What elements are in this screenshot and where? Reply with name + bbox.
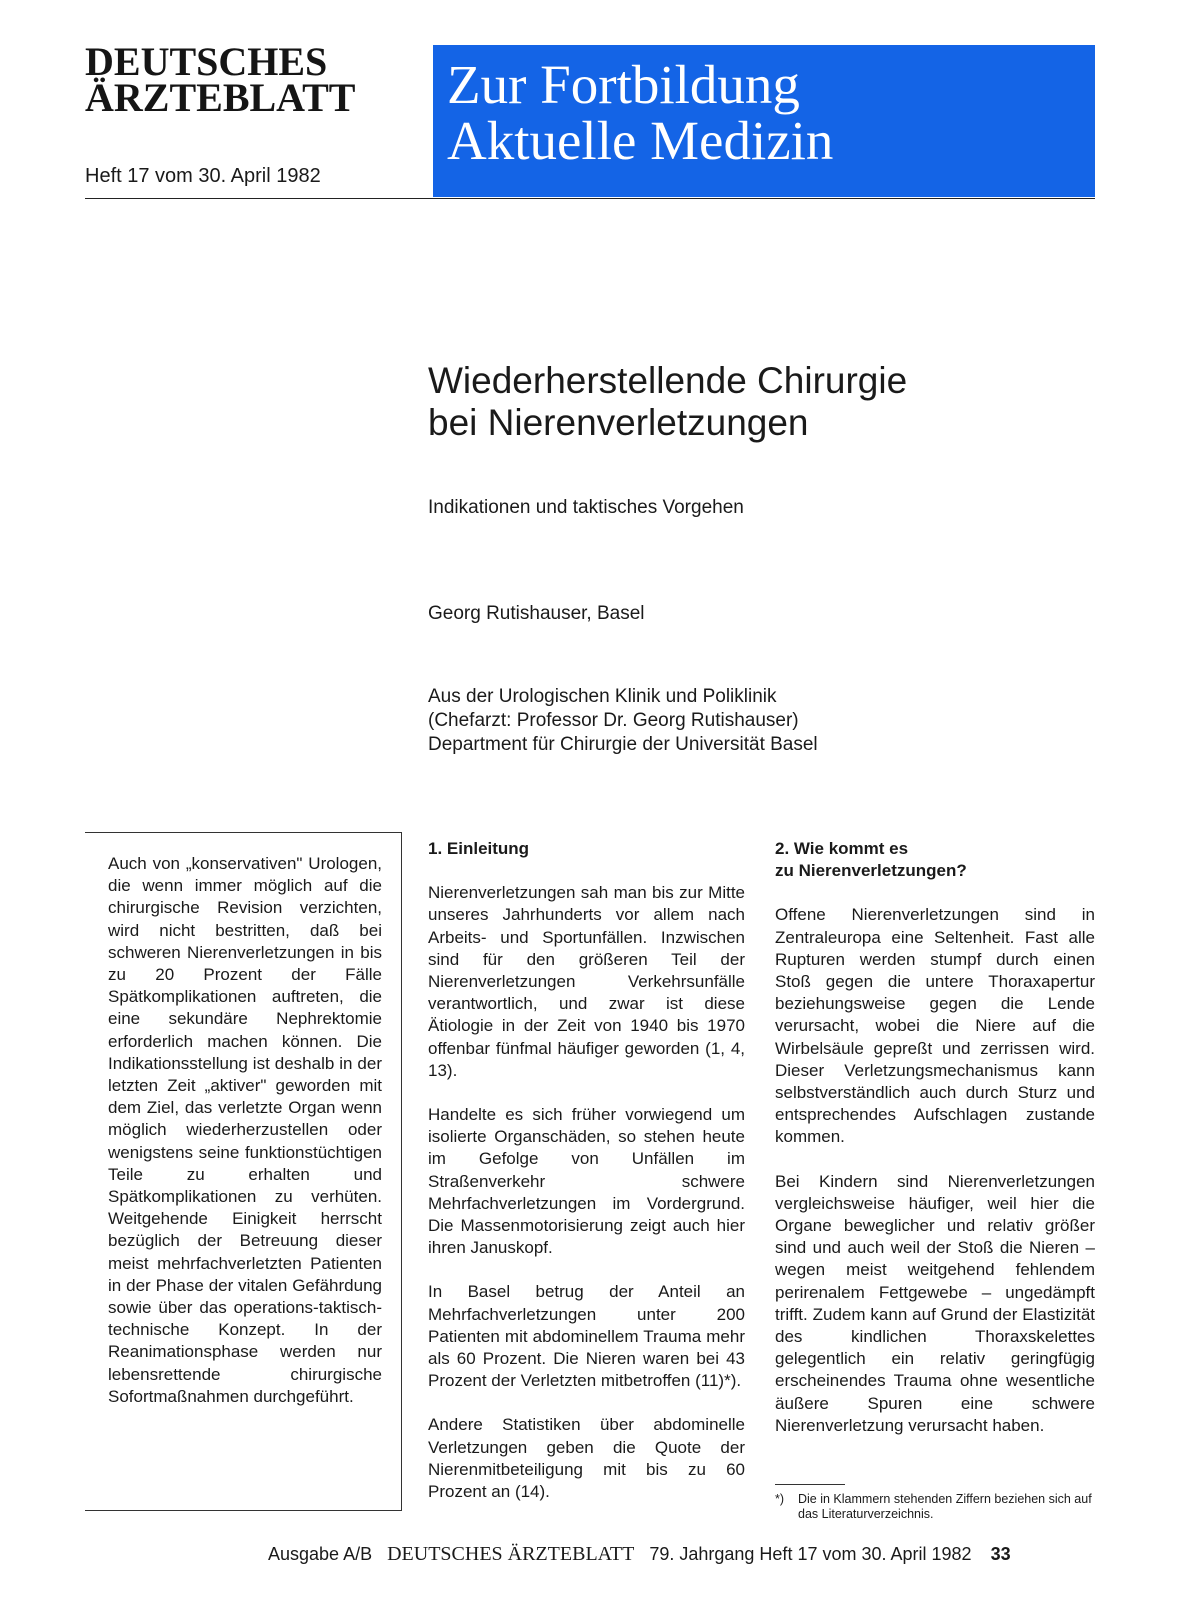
- paragraph: Bei Kindern sind Nierenverletzungen vergleichsweise häufiger, weil hier die Organe beweglicher und relativ größer sind und auch weil der Stoß die Nieren – wegen meist weitgehend fehlendem perirenalem Fettgewebe – ungedämpft trifft. Zudem kann auf Grund der Elastizität des kindlichen Thoraxskelettes gelegentlich ein relativ geringfügig erscheinendes Trauma ohne wesentliche äußere Spuren eine schwere Nierenverletzung verursacht haben.: [775, 1171, 1095, 1435]
- heading-line-2: zu Nierenverletzungen?: [775, 861, 967, 881]
- article-author: Georg Rutishauser, Basel: [428, 603, 645, 624]
- page-footer: [268, 1543, 1095, 1566]
- paragraph: Nierenverletzungen sah man bis zur Mitte unseres Jahrhunderts vor allem nach Arbeits- und Sportunfällen. Inzwischen sind für den größeren Teil der Nierenverletzungen Verkehrsunfälle verantwortlich, und zwar ist diese Ätiologie in der Zeit von 1940 bis 1970 offenbar fünfmal häufiger geworden (1, 4, 13).: [428, 883, 745, 1080]
- banner-line-1: Zur Fortbildung: [447, 54, 800, 115]
- page-number: 33: [990, 1544, 1011, 1564]
- author-affiliation: [428, 685, 818, 757]
- footer-journal: DEUTSCHES ÄRZTEBLATT: [387, 1543, 635, 1565]
- footer-info: 79. Jahrgang Heft 17 vom 30. April 1982: [649, 1544, 972, 1564]
- section-banner: [433, 45, 1095, 197]
- section-heading: 1. Einleitung: [428, 839, 530, 858]
- paragraph: Handelte es sich früher vorwiegend um isolierte Organschäden, so stehen heute im Gefolge von Unfällen im Straßenverkehr schwere Mehrfachverletzungen im Vordergrund. Die Massenmotorisierung zeigt auch hier ihren Januskopf.: [428, 1105, 745, 1258]
- column-causes: [775, 838, 1095, 1437]
- paragraph: Offene Nierenverletzungen sind in Zentraleuropa eine Seltenheit. Fast alle Rupturen werden stumpf durch einen Stoß gegen die untere Thoraxapertur beziehungsweise gegen die Lende verursacht, wobei die Niere auf die Wirbelsäule gepreßt und zerrissen wird. Dieser Verletzungsmechanismus kann selbstverständlich auch durch Sturz und entsprechendes Aufschlagen zustande kommen.: [775, 905, 1095, 1147]
- banner-line-2: Aktuelle Medizin: [447, 110, 834, 171]
- paragraph: In Basel betrug der Anteil an Mehrfachverletzungen unter 200 Patienten mit abdominellem Trauma mehr als 60 Prozent. Die Nieren waren bei 43 Prozent der Verletzten mitbetroffen (11)*).: [428, 1282, 745, 1391]
- section-heading: [775, 838, 1095, 882]
- title-line-2: bei Nierenverletzungen: [428, 402, 809, 443]
- abstract-text: Auch von „konservativen" Urologen, die wenn immer möglich auf die chirurgische Revision verzichten, wird nicht bestritten, daß bei schweren Nierenverletzungen in bis zu 20 Prozent der Fälle Spätkomplikationen auftreten, die eine sekundäre Nephrektomie erforderlich machen können. Die Indikationsstellung ist deshalb in der letzten Zeit „aktiver" geworden mit dem Ziel, das verletzte Organ wenn möglich wiederherzustellen oder wenigstens seine funktionstüchtigen Teile zu erhalten und Spätkomplikationen zu verhüten. Weitgehende Einigkeit herrscht bezüglich der Betreuung dieser meist mehrfachverletzten Patienten in der Phase der vitalen Gefährdung sowie über das operations-taktisch-technische Konzept. In der Reanimationsphase werden nur lebensrettende chirurgische Sofortmaßnahmen durchgeführt.: [108, 854, 382, 1406]
- paragraph: Andere Statistiken über abdominelle Verletzungen geben die Quote der Nierenmitbeteiligung mit bis zu 60 Prozent an (14).: [428, 1415, 745, 1502]
- footnote-mark: *): [775, 1492, 785, 1506]
- footnote: [775, 1492, 1093, 1522]
- issue-date: Heft 17 vom 30. April 1982: [85, 165, 321, 187]
- footer-edition: Ausgabe A/B: [268, 1544, 373, 1564]
- masthead-logo: [85, 39, 405, 120]
- affiliation-line: Department für Chirurgie der Universität Basel: [428, 734, 818, 755]
- affiliation-line: Aus der Urologischen Klinik und Poliklinik: [428, 686, 777, 707]
- affiliation-line: (Chefarzt: Professor Dr. Georg Rutishauser): [428, 710, 799, 731]
- title-line-1: Wiederherstellende Chirurgie: [428, 360, 908, 401]
- masthead-line-1: DEUTSCHES: [85, 39, 328, 84]
- header-rule: [85, 198, 1095, 199]
- column-introduction: [428, 838, 745, 1503]
- footnote-text: Die in Klammern stehenden Ziffern beziehen sich auf das Literaturverzeichnis.: [798, 1492, 1092, 1521]
- masthead-line-2: ÄRZTEBLATT: [85, 75, 356, 120]
- footnote-rule: [775, 1484, 845, 1485]
- heading-line-1: 2. Wie kommt es: [775, 839, 909, 858]
- article-title: [428, 360, 907, 444]
- abstract-box: [85, 832, 402, 1511]
- article-subtitle: Indikationen und taktisches Vorgehen: [428, 497, 744, 518]
